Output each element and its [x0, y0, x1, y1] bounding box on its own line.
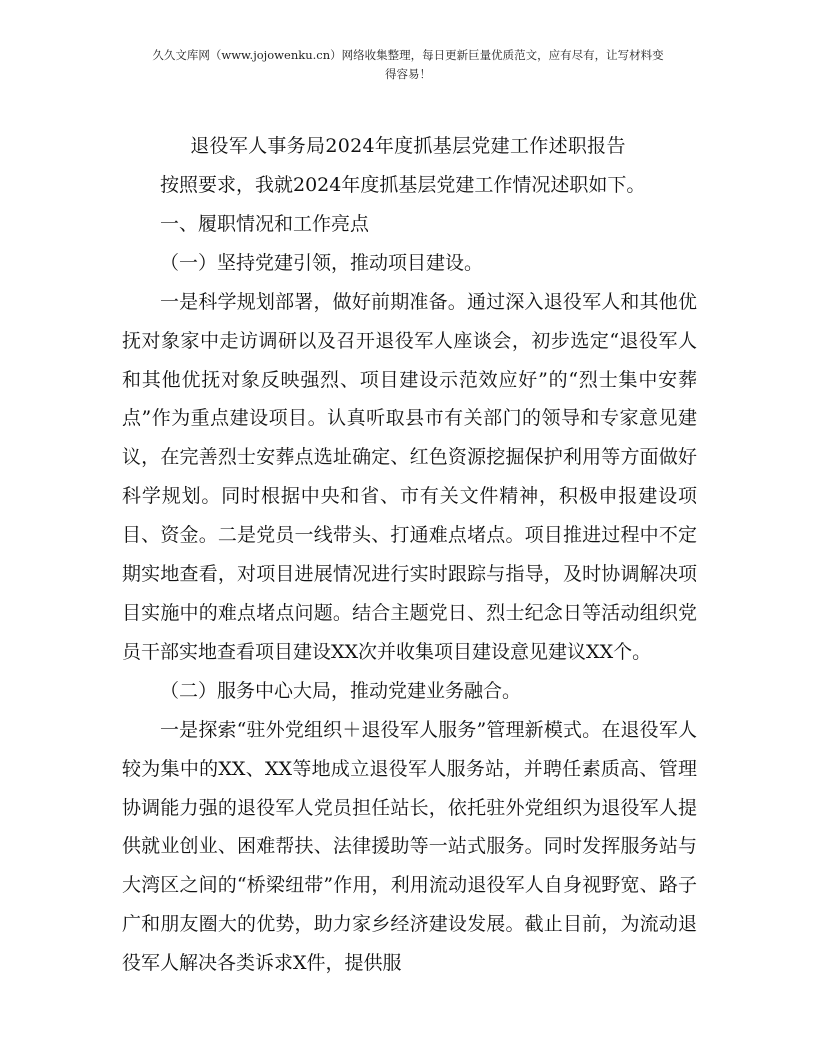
subsection-heading-1: （一）坚持党建引领，推动项目建设。 [160, 251, 484, 274]
page-header [96, 46, 720, 84]
document-body [122, 166, 697, 983]
intro-paragraph: 按照要求，我就2024年度抓基层党建工作情况述职如下。 [160, 174, 646, 196]
document-title: 退役军人事务局2024年度抓基层党建工作述职报告 [190, 135, 626, 157]
header-line-2: 得容易！ [385, 67, 431, 81]
section-heading-1: 一、履职情况和工作亮点 [160, 212, 370, 235]
subsection-heading-2: （二）服务中心大局，推动党建业务融合。 [160, 679, 522, 702]
subsection-2-paragraph: 一是探索“驻外党组织＋退役军人服务”管理新模式。在退役军人较为集中的XX、XX等地成立退役军人服务站，并聘任素质高、管理协调能力强的退役军人党员担任站长，依托驻外党组织为退役军人提供就业创业、困难帮扶、法律援助等一站式服务。同时发挥服务站与大湾区之间的“桥梁纽带”作用，利用流动退役军人自身视野宽、路子广和朋友圈大的优势，助力家乡经济建设发展。截止目前，为流动退役军人解决各类诉求X件，提供服 [122, 718, 697, 975]
subsection-1-paragraph: 一是科学规划部署，做好前期准备。通过深入退役军人和其他优抚对象家中走访调研以及召开退役军人座谈会，初步选定“退役军人和其他优抚对象反映强烈、项目建设示范效应好”的“烈士集中安葬点”作为重点建设项目。认真听取县市有关部门的领导和专家意见建议，在完善烈士安葬点选址确定、红色资源挖掘保护利用等方面做好科学规划。同时根据中央和省、市有关文件精神，积极申报建设项目、资金。二是党员一线带头、打通难点堵点。项目推进过程中不定期实地查看，对项目进展情况进行实时跟踪与指导，及时协调解决项目实施中的难点堵点问题。结合主题党日、烈士纪念日等活动组织党员干部实地查看项目建设XX次并收集项目建设意见建议XX个。 [122, 290, 697, 663]
header-line-1: 久久文库网（www.jojowenku.cn）网络收集整理，每日更新巨量优质范文，应有尽有，让写材料变 [152, 48, 664, 62]
